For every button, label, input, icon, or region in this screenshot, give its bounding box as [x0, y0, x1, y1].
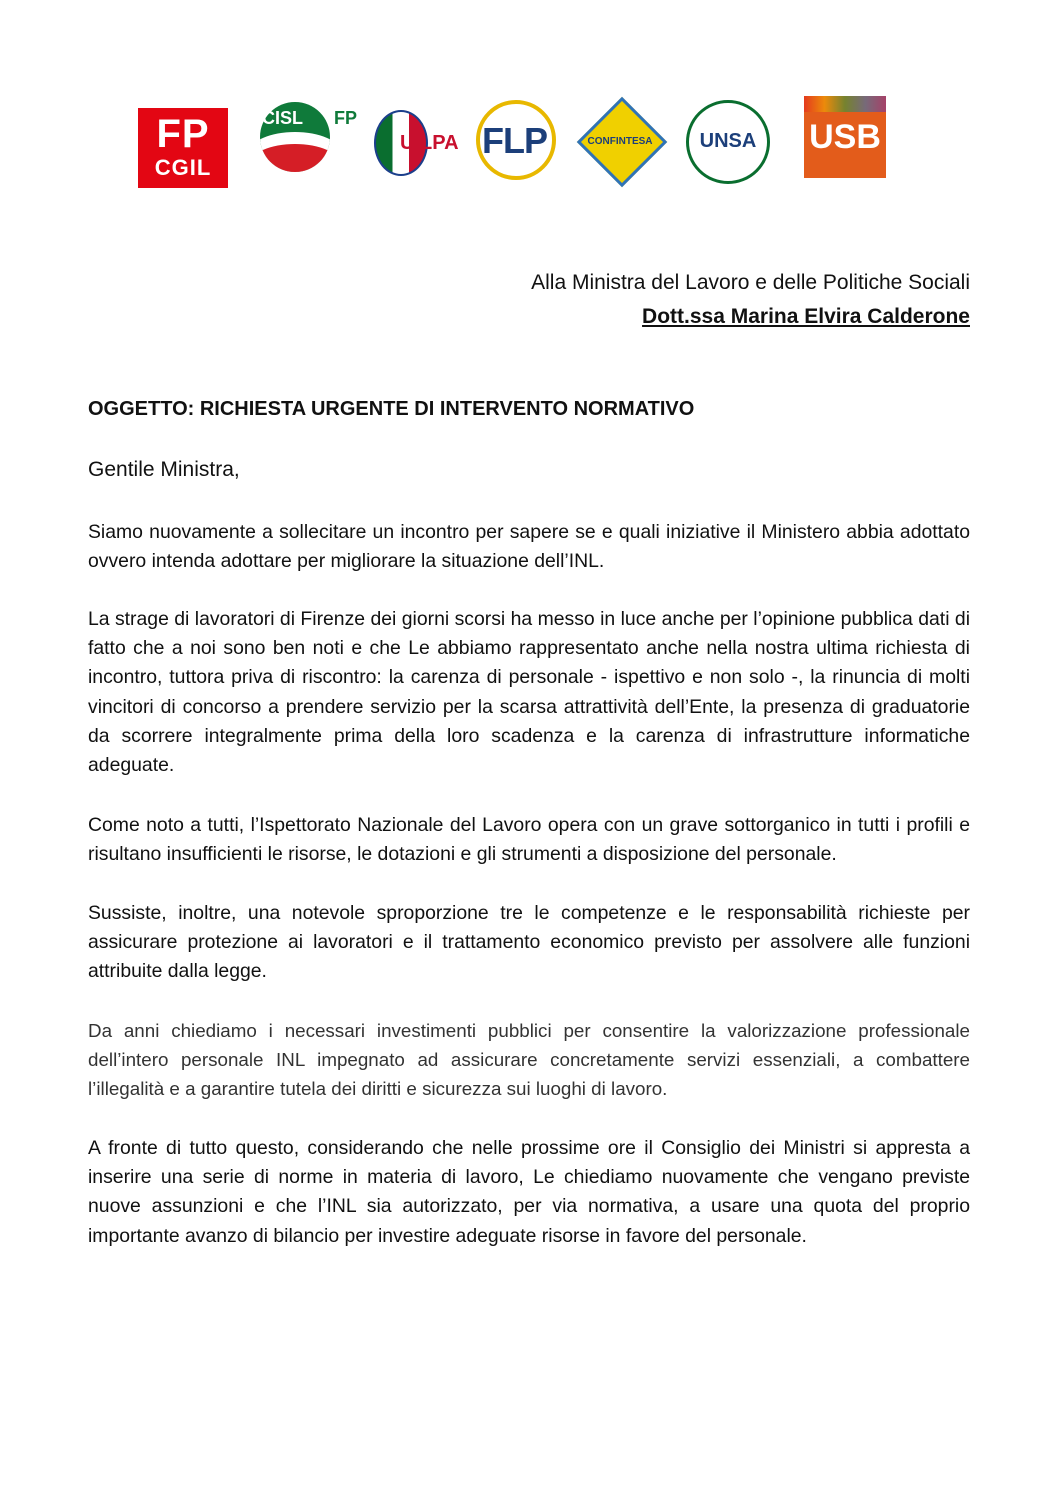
unsa-logo	[682, 100, 776, 186]
body-paragraph: Da anni chiediamo i necessari investimenti pubblici per consentire la valorizzazione professionale dell’intero personale INL impegnato ad assicurare concretamente servizi essenziali, a combattere l’illegalità e a garantire tutela dei diritti e sicurezza sui luoghi di lavoro.	[88, 1020, 970, 1100]
recipient-block	[531, 266, 970, 334]
union-logos-header	[136, 92, 896, 192]
recipient-name: Dott.ssa Marina Elvira Calderone	[642, 305, 970, 328]
fp-cgil-logo-line1: FP	[156, 112, 210, 156]
flp-logo	[476, 100, 562, 182]
cisl-logo-text: CISL	[262, 108, 304, 128]
body-paragraph: Siamo nuovamente a sollecitare un incontro per sapere se e quali iniziative il Ministero abbia adottato ovvero intenda adottare per migliorare la situazione dell’INL.	[88, 521, 970, 573]
body-paragraph: La strage di lavoratori di Firenze dei giorni scorsi ha messo in luce anche per l’opinione pubblica dati di fatto che a noi sono ben noti e che Le abbiamo rappresentato anche nella nostra ultima richiesta di incontro, tuttora priva di riscontro: la carenza di personale - ispettivo e non solo -, la rinuncia di molti vincitori di concorso a prendere servizio per la scarsa attrattività dell’Ente, la presenza di graduatorie da scorrere integralmente prima della loro scadenza e la carenza di infrastrutture informatiche adeguate.	[88, 608, 970, 777]
letter-greeting: Gentile Ministra,	[88, 458, 240, 481]
unsa-logo-text: UNSA	[699, 130, 757, 152]
usb-logo-text: USB	[809, 118, 881, 156]
fp-cgil-logo	[138, 108, 228, 188]
fp-cgil-logo-line2: CGIL	[154, 155, 212, 180]
letter-subject: OGGETTO: RICHIESTA URGENTE DI INTERVENTO NORMATIVO	[88, 398, 695, 420]
cisl-fp-logo	[256, 94, 356, 184]
flp-logo-text: FLP	[482, 120, 547, 161]
cisl-fp-suffix: FP	[334, 108, 358, 128]
uilpa-logo	[374, 102, 458, 182]
confintesa-logo-text: CONFINTESA	[587, 136, 653, 147]
recipient-title: Alla Ministra del Lavoro e delle Politiche Sociali	[531, 271, 970, 294]
usb-logo	[804, 96, 886, 178]
body-paragraph: Sussiste, inoltre, una notevole sproporzione tre le competenze e le responsabilità richieste per assicurare protezione ai lavoratori e il trattamento economico previsto per assolvere alle funzioni attribuite dalla legge.	[88, 902, 970, 983]
uilpa-logo-text: UILPA	[400, 132, 459, 154]
body-paragraph: A fronte di tutto questo, considerando che nelle prossime ore il Consiglio dei Ministri si appresta a inserire una serie di norme in materia di lavoro, Le chiediamo nuovamente che vengano previste nuove assunzioni e che l’INL sia autorizzato, per via normativa, a usare una quota del proprio importante avanzo di bilancio per investire adeguate risorse in favore del personale.	[88, 1137, 970, 1247]
body-paragraph: Come noto a tutti, l’Ispettorato Nazionale del Lavoro opera con un grave sottorganico in tutti i profili e risultano insufficienti le risorse, le dotazioni e gli strumenti a disposizione del personale.	[88, 814, 970, 866]
confintesa-logo	[580, 104, 664, 184]
